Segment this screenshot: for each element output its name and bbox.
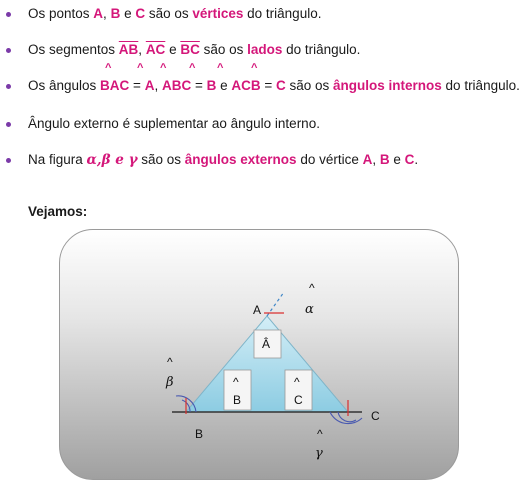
vertex-b: B <box>379 152 390 167</box>
arc-c-outer <box>330 412 362 424</box>
segment-ac: $\overline{AC}$ <box>145 42 166 57</box>
vertex-b: B <box>110 6 121 21</box>
alpha-hat: ^ <box>309 281 315 295</box>
text: e <box>165 42 181 57</box>
text: Os ângulos <box>28 78 101 93</box>
angle-a: A <box>144 78 155 93</box>
segment-bc: $\overline{BC}$ <box>180 42 200 57</box>
text: , <box>154 78 162 93</box>
heading-vejamos: Vejamos: <box>28 204 88 219</box>
text: são os <box>137 152 185 167</box>
text: do triângulo. <box>282 42 361 57</box>
keyword: vértices <box>192 6 244 21</box>
vertex-a-label: A <box>253 303 262 317</box>
text: Os pontos <box>28 6 94 21</box>
text: do triângulo. <box>243 6 322 21</box>
text: são os <box>199 42 248 57</box>
vertex-c-label: C <box>371 409 380 423</box>
text: do triângulo. <box>441 78 520 93</box>
gamma-label: γ <box>315 446 323 461</box>
text: , <box>103 6 111 21</box>
hat-abc: ^ <box>160 62 167 74</box>
text: e <box>120 6 136 21</box>
keyword: ângulos externos <box>184 152 297 167</box>
keyword: ângulos internos <box>333 78 442 93</box>
vertex-a: A <box>362 152 373 167</box>
text: são os <box>285 78 334 93</box>
vertex-c: C <box>135 6 146 21</box>
angle-abc: ABC <box>161 78 192 93</box>
box-b-hat: ^ <box>233 375 239 389</box>
text: = <box>129 78 145 93</box>
text: = <box>260 78 276 93</box>
text: e <box>389 152 405 167</box>
text: Na figura <box>28 152 87 167</box>
segment-ab: $\overline{AB}$ <box>118 42 139 57</box>
beta-label: β <box>166 375 174 390</box>
text: , <box>372 152 380 167</box>
arc-c-inner <box>338 412 356 422</box>
vertex-b-label: B <box>195 427 204 441</box>
text: , <box>138 42 146 57</box>
greek-angles: α,β e γ <box>86 152 138 168</box>
box-b-label: B <box>233 393 242 407</box>
beta-hat: ^ <box>167 355 173 369</box>
vertex-c: C <box>404 152 415 167</box>
box-c-hat: ^ <box>294 375 300 389</box>
hat-b: ^ <box>189 62 196 74</box>
text: Os segmentos <box>28 42 119 57</box>
bullet-text: Ângulo externo é suplementar ao ângulo interno. <box>28 116 320 131</box>
text: = <box>191 78 207 93</box>
angle-c: C <box>276 78 286 93</box>
keyword: lados <box>247 42 283 57</box>
angle-bac: BAC <box>100 78 130 93</box>
vertex-a: A <box>93 6 104 21</box>
gamma-hat: ^ <box>317 427 323 441</box>
angle-acb: ACB <box>231 78 261 93</box>
angle-b: B <box>206 78 217 93</box>
text: são os <box>145 6 193 21</box>
text: e <box>216 78 232 93</box>
alpha-label: α <box>305 302 314 317</box>
text: . <box>414 152 419 167</box>
text: do vértice <box>296 152 363 167</box>
hat-bac: ^ <box>105 62 112 74</box>
box-c-label: C <box>294 393 303 407</box>
hat-acb: ^ <box>217 62 224 74</box>
box-a-label: Â <box>262 337 271 351</box>
hat-c: ^ <box>251 62 258 74</box>
hat-a: ^ <box>137 62 144 74</box>
